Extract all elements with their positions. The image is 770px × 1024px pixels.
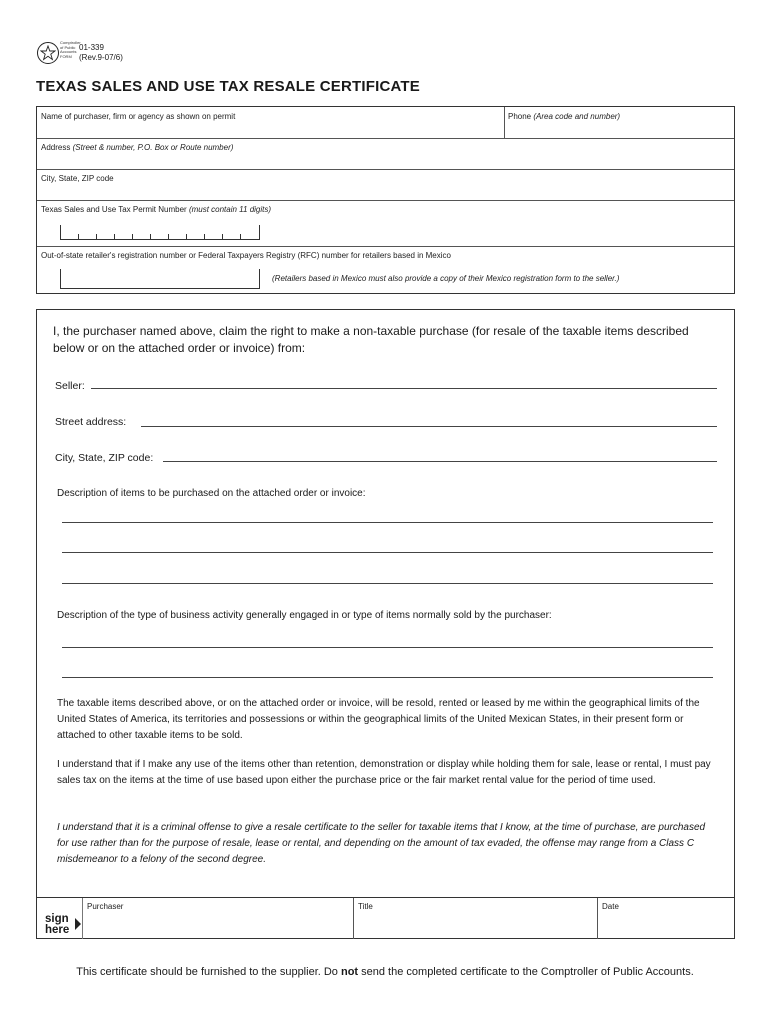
form-number-block <box>79 43 123 63</box>
divider <box>37 169 734 170</box>
items-description-label: Description of items to be purchased on the attached order or invoice: <box>57 488 366 499</box>
mexico-note: (Retailers based in Mexico must also provide a copy of their Mexico registration form to the seller.) <box>272 274 620 283</box>
comptroller-seal-icon <box>37 42 59 64</box>
resale-claim-box <box>36 309 735 939</box>
permit-label: Texas Sales and Use Tax Permit Number <box>41 205 187 214</box>
purchaser-name-field[interactable] <box>41 112 235 121</box>
claim-intro: I, the purchaser named above, claim the right to make a non-taxable purchase (for resale of the taxable items described below or on the attached order or invoice) from: <box>53 324 689 355</box>
items-description-line-3[interactable] <box>62 583 713 584</box>
date-label: Date <box>602 902 619 911</box>
items-description-line-2[interactable] <box>62 552 713 553</box>
phone-label: Phone <box>508 112 532 121</box>
phone-hint: (Area code and number) <box>533 112 621 121</box>
permit-number-label-row <box>41 205 271 214</box>
divider <box>37 200 734 201</box>
seller-city-input[interactable] <box>163 461 717 462</box>
purchaser-info-box <box>36 106 735 294</box>
seller-input[interactable] <box>91 388 717 389</box>
purchaser-label: Purchaser <box>87 902 124 911</box>
seller-city-label: City, State, ZIP code: <box>55 452 154 464</box>
signature-row <box>37 897 734 939</box>
seller-street-input[interactable] <box>141 426 717 427</box>
use-tax-statement: I understand that if I make any use of the items other than retention, demonstration or display while holding them for sale, lease or rental, I must pay sales tax on the items at the time of use based upon either the purchase price or the fair market rental value for the period of time used. <box>57 759 711 786</box>
divider <box>353 898 354 939</box>
seller-label: Seller: <box>55 380 85 392</box>
date-field[interactable] <box>602 902 619 911</box>
divider <box>504 107 505 138</box>
criminal-offense-warning: I understand that it is a criminal offense to give a resale certificate to the seller for taxable items that I know, at the time of purchase, are purchased for use rather than for the purpose of resale, lease or rental, and depending on the amount of tax evaded, the offense may range from a Class C misdemeanor to a felony of the second degree. <box>57 822 706 865</box>
city-label: City, State, ZIP code <box>41 174 114 183</box>
divider <box>37 246 734 247</box>
page-title: TEXAS SALES AND USE TAX RESALE CERTIFICATE <box>36 78 420 95</box>
permit-hint: (must contain 11 digits) <box>188 205 272 214</box>
purchaser-name-label: Name of purchaser, firm or agency as shown on permit <box>41 112 236 121</box>
agency-logo-text: Comptroller of Public Accounts FORM <box>60 40 81 59</box>
address-hint: (Street & number, P.O. Box or Route number) <box>72 143 234 152</box>
form-revision: (Rev.9-07/6) <box>79 53 123 62</box>
divider <box>82 898 83 939</box>
sign-here-marker: sign here <box>45 913 70 936</box>
address-label: Address <box>41 143 71 152</box>
street-address-label: Street address: <box>55 416 127 428</box>
divider <box>597 898 598 939</box>
divider <box>37 138 734 139</box>
purchaser-signature-field[interactable] <box>87 902 123 911</box>
footer-emphasis: not <box>340 966 359 978</box>
title-label: Title <box>358 902 373 911</box>
address-field[interactable] <box>41 143 233 152</box>
footer-note: This certificate should be furnished to the supplier. Do not send the completed certificate to the Comptroller of Public Accounts. <box>76 966 694 978</box>
rfc-number-input[interactable] <box>60 269 260 289</box>
title-field[interactable] <box>358 902 373 911</box>
city-state-zip-field[interactable] <box>41 174 114 183</box>
sign-arrow-icon <box>75 918 81 930</box>
items-description-line-1[interactable] <box>62 522 713 523</box>
rfc-label: Out-of-state retailer's registration number or Federal Taxpayers Registry (RFC) number for retailers based in Mexico <box>41 251 451 260</box>
business-activity-label: Description of the type of business activity generally engaged in or type of items normally sold by the purchaser: <box>57 610 552 621</box>
resale-statement: The taxable items described above, or on the attached order or invoice, will be resold, rented or leased by me within the geographical limits of the United States of America, its territories and possessions or within the geographical limits of the United Mexican States, in their present form or attached to other taxable items to be sold. <box>57 698 700 741</box>
business-activity-line-1[interactable] <box>62 647 713 648</box>
business-activity-line-2[interactable] <box>62 677 713 678</box>
permit-number-input[interactable] <box>60 225 260 240</box>
phone-field[interactable] <box>508 112 620 121</box>
form-number: 01-339 <box>79 43 104 52</box>
